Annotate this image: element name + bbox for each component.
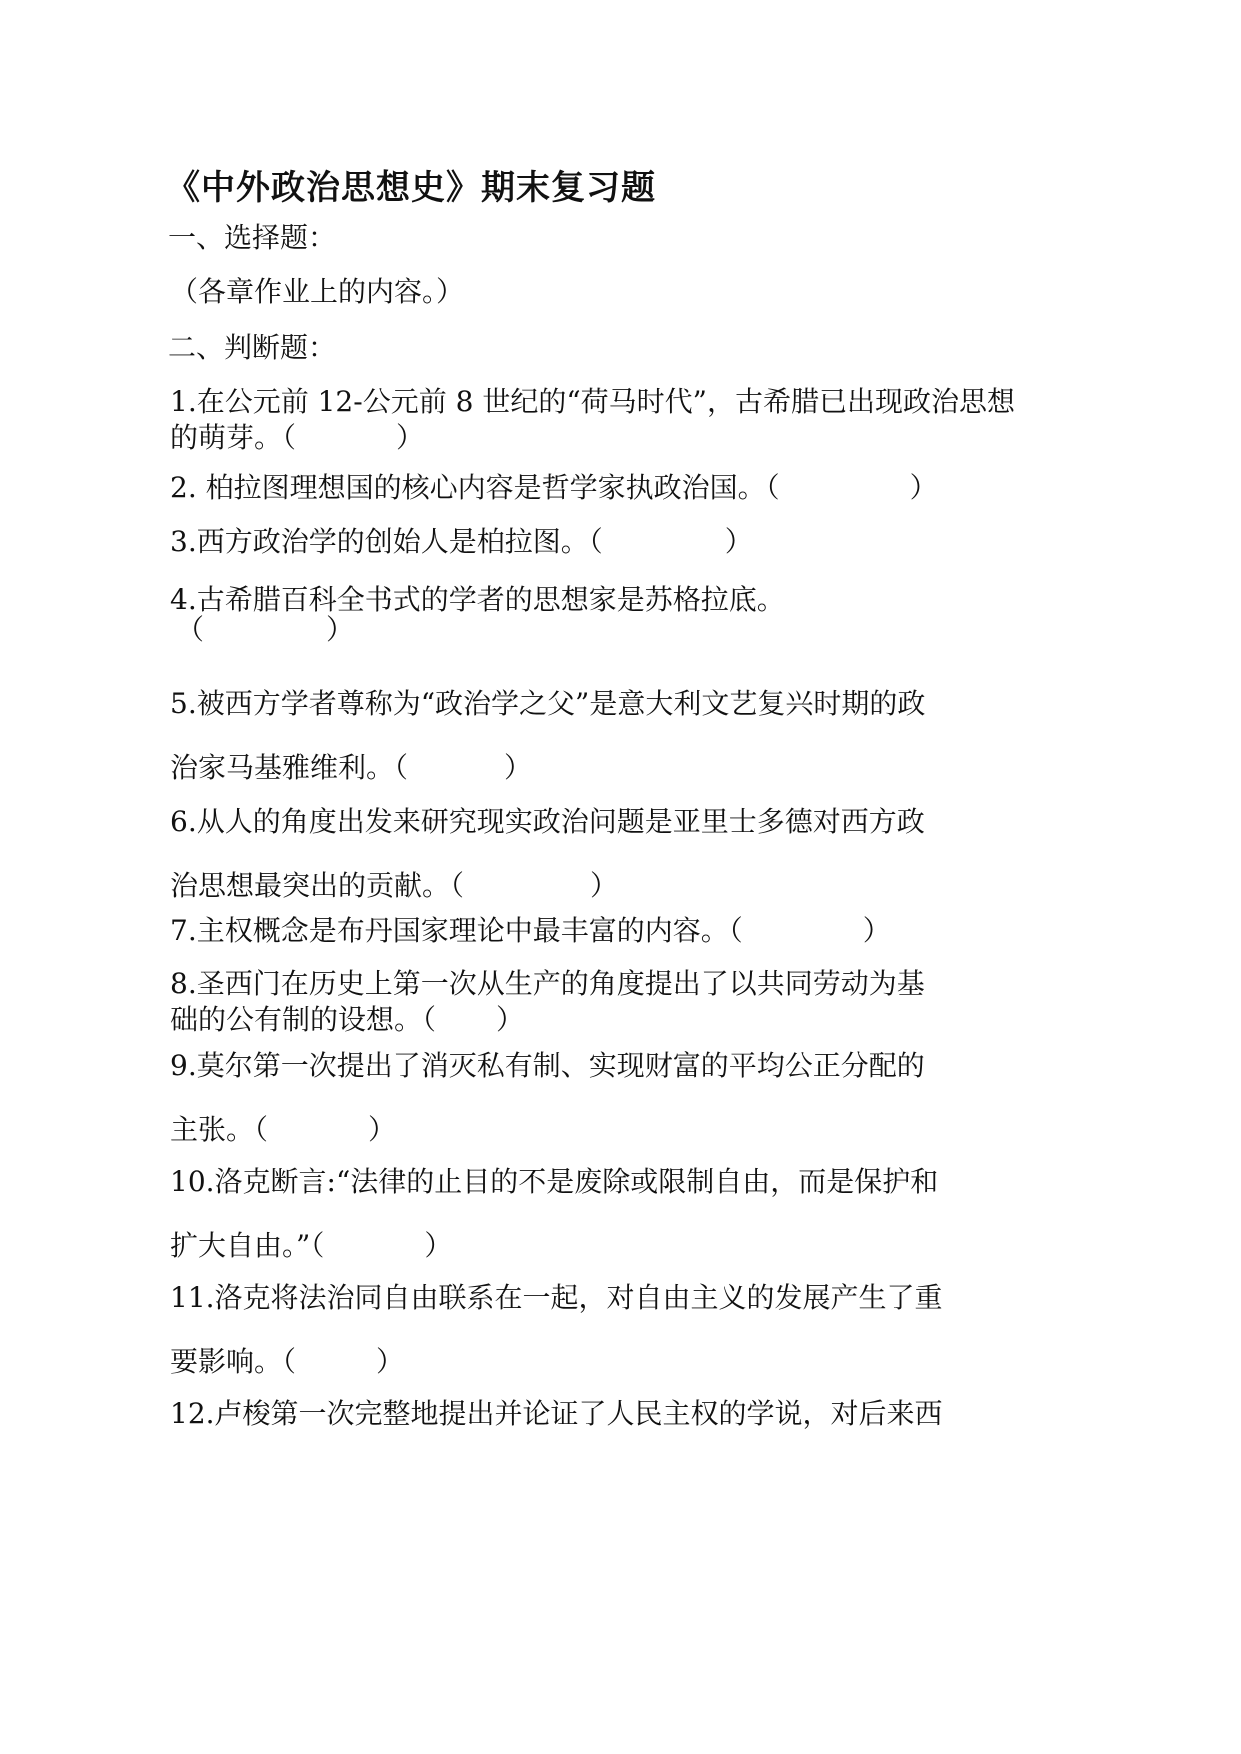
answer-close: ）: [376, 1345, 405, 1378]
question-text: 2. 柏拉图理想国的核心内容是哲学家执政治国。（: [170, 471, 780, 504]
question-9: [170, 1034, 950, 1162]
question-6: [170, 790, 950, 918]
question-10: [170, 1150, 950, 1278]
question-11: [170, 1266, 950, 1394]
answer-close: ）: [504, 751, 533, 784]
question-text: 5.被西方学者尊称为“政治学之父”是意大利文艺复兴时期的政治家马基雅维利。（: [170, 687, 926, 784]
question-text: 3.西方政治学的创始人是柏拉图。（: [170, 525, 603, 558]
question-text: 1.在公元前 12-公元前 8 世纪的“荷马时代”，古希腊已出现政治思想的萌芽。（: [170, 385, 1015, 454]
question-text: 7.主权概念是布丹国家理论中最丰富的内容。（: [170, 914, 743, 947]
question-3: [170, 524, 753, 560]
answer-close: ）: [496, 1003, 525, 1036]
question-1: [170, 384, 1040, 456]
answer-close: ）: [862, 914, 891, 947]
answer-close: ）: [909, 471, 938, 504]
question-7: [170, 913, 891, 949]
answer-close: ）: [396, 421, 425, 454]
answer-open: （: [176, 613, 205, 646]
question-text: 4.古希腊百科全书式的学者的思想家是苏格拉底。: [170, 583, 785, 616]
section-heading-judgement: 二、判断题：: [168, 331, 337, 364]
question-12: [170, 1396, 943, 1432]
question-2: [170, 470, 938, 506]
page-title: 《中外政治思想史》期末复习题: [166, 168, 656, 208]
question-text: 8.圣西门在历史上第一次从生产的角度提出了以共同劳动为基础的公有制的设想。（: [170, 967, 925, 1036]
question-text: 10.洛克断言:“法律的止目的不是废除或限制自由，而是保护和扩大自由。”（: [170, 1165, 939, 1262]
section-note: （各章作业上的内容。）: [170, 275, 465, 308]
question-text: 6.从人的角度出发来研究现实政治问题是亚里士多德对西方政治思想最突出的贡献。（: [170, 805, 925, 902]
answer-close: ）: [424, 1229, 453, 1262]
answer-close: ）: [590, 869, 619, 902]
question-text: 12.卢梭第一次完整地提出并论证了人民主权的学说，对后来西: [170, 1397, 943, 1430]
answer-close: ）: [724, 525, 753, 558]
section-heading-choice: 一、选择题：: [168, 221, 337, 254]
question-text: 11.洛克将法治同自由联系在一起，对自由主义的发展产生了重要影响。（: [170, 1281, 943, 1378]
answer-close: ）: [326, 613, 355, 646]
answer-close: ）: [368, 1113, 397, 1146]
question-4-answer: [176, 612, 354, 648]
question-text: 9.莫尔第一次提出了消灭私有制、实现财富的平均公正分配的主张。（: [170, 1049, 925, 1146]
question-5: [170, 672, 950, 800]
question-8: [170, 966, 950, 1038]
